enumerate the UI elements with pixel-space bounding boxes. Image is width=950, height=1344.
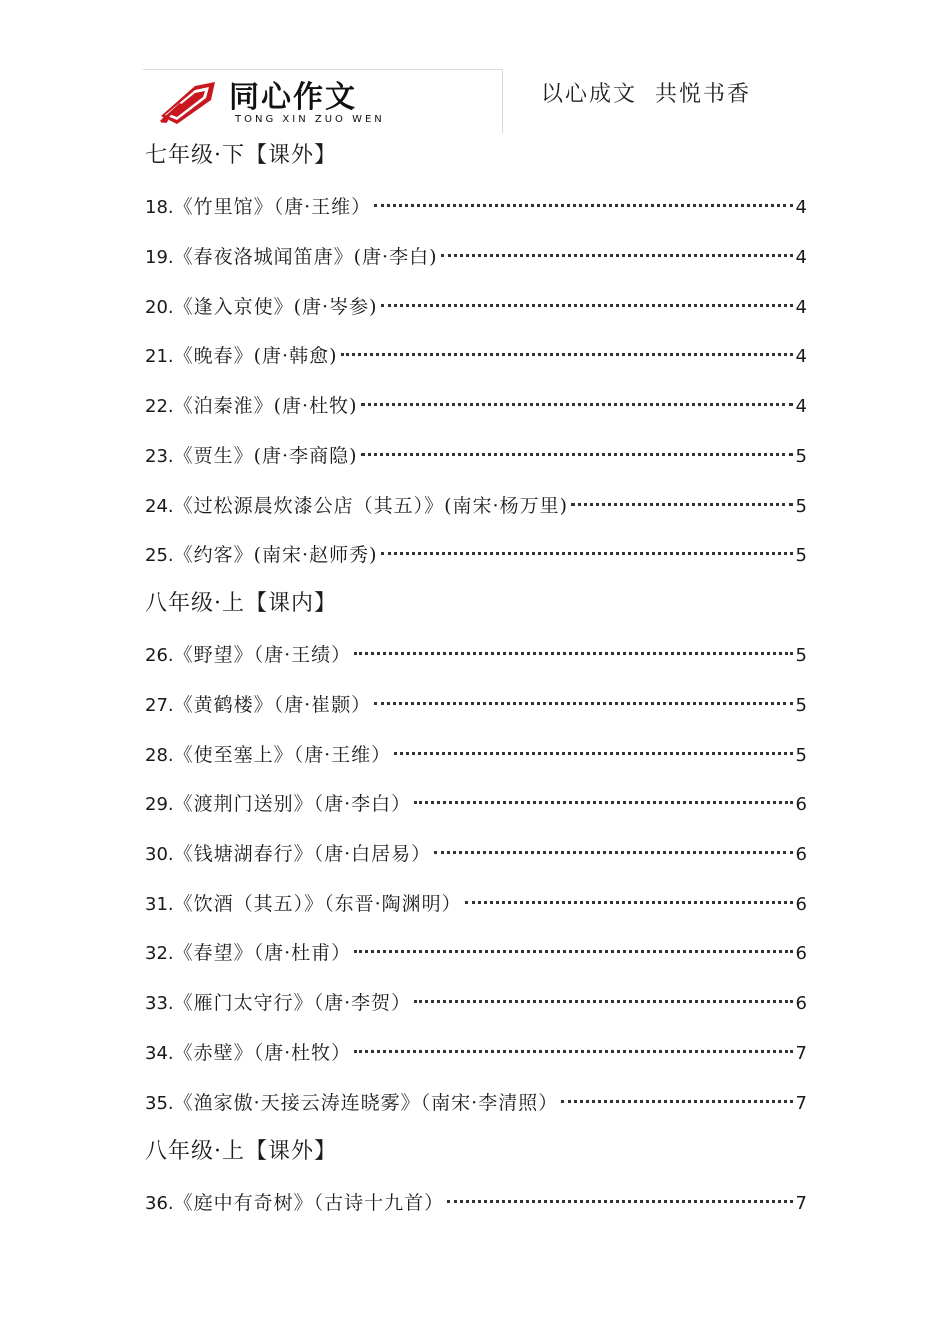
entry-page: 4: [795, 297, 807, 318]
entry-title: 《逢入京使》(唐·岑参): [173, 296, 378, 318]
entry-title: 《雁门太守行》（唐·李贺）: [173, 992, 412, 1014]
dot-leader: [381, 304, 793, 307]
entry-page: 5: [795, 695, 807, 716]
entry-page: 6: [795, 794, 807, 815]
logo-chinese-text: 同心作文: [229, 80, 357, 115]
entry-title: 《使至塞上》（唐·王维）: [173, 744, 392, 766]
dot-leader: [374, 702, 792, 705]
entry-number: 18.: [145, 197, 174, 218]
toc-entry[interactable]: [145, 242, 807, 272]
toc-entry[interactable]: [145, 491, 807, 521]
entry-title: 《贾生》(唐·李商隐): [173, 445, 358, 467]
entry-number: 21.: [145, 346, 174, 367]
entry-page: 5: [795, 745, 807, 766]
page-header: [143, 69, 793, 135]
entry-title: 《庭中有奇树》（古诗十九首）: [173, 1192, 445, 1214]
toc-entry[interactable]: [145, 1038, 807, 1068]
entry-number: 30.: [145, 844, 174, 865]
entry-title: 《泊秦淮》(唐·杜牧): [173, 395, 358, 417]
entry-page: 7: [795, 1093, 807, 1114]
toc-entry[interactable]: [145, 391, 807, 421]
entry-page: 7: [795, 1193, 807, 1214]
dot-leader: [374, 204, 792, 207]
entry-page: 6: [795, 993, 807, 1014]
entry-page: 7: [795, 1043, 807, 1064]
entry-title: 《过松源晨炊漆公店（其五）》(南宋·杨万里): [173, 495, 569, 517]
entry-number: 34.: [145, 1043, 174, 1064]
entry-number: 27.: [145, 695, 174, 716]
dot-leader: [571, 503, 793, 506]
toc-entry[interactable]: [145, 1188, 807, 1218]
dot-leader: [354, 652, 792, 655]
toc-entry[interactable]: [145, 1088, 807, 1118]
entry-title: 《竹里馆》（唐·王维）: [173, 196, 372, 218]
dot-leader: [414, 801, 792, 804]
entry-number: 29.: [145, 794, 174, 815]
entry-title: 《春夜洛城闻笛唐》(唐·李白): [173, 246, 438, 268]
entry-number: 22.: [145, 396, 174, 417]
entry-number: 36.: [145, 1193, 174, 1214]
section-heading: 八年级·上【课外】: [145, 1139, 337, 1164]
section-heading: 七年级·下【课外】: [145, 143, 337, 168]
dot-leader: [381, 552, 793, 555]
entry-page: 4: [795, 396, 807, 417]
entry-number: 33.: [145, 993, 174, 1014]
entry-title: 《野望》（唐·王绩）: [173, 644, 352, 666]
entry-title: 《赤壁》（唐·杜牧）: [173, 1042, 352, 1064]
entry-number: 26.: [145, 645, 174, 666]
entry-title: 《饮酒（其五）》（东晋·陶渊明）: [173, 893, 462, 915]
entry-title: 《渔家傲·天接云涛连晓雾》（南宋·李清照）: [173, 1092, 559, 1114]
dot-leader: [434, 851, 792, 854]
toc-entry[interactable]: [145, 192, 807, 222]
entry-number: 19.: [145, 247, 174, 268]
dot-leader: [394, 752, 792, 755]
entry-title: 《黄鹤楼》（唐·崔颢）: [173, 694, 372, 716]
dot-leader: [361, 403, 793, 406]
logo: [143, 69, 503, 133]
dot-leader: [361, 453, 793, 456]
entry-number: 20.: [145, 297, 174, 318]
dot-leader: [465, 901, 793, 904]
entry-page: 5: [795, 545, 807, 566]
entry-page: 6: [795, 894, 807, 915]
entry-title: 《钱塘湖春行》（唐·白居易）: [173, 843, 432, 865]
entry-page: 5: [795, 446, 807, 467]
dot-leader: [447, 1200, 792, 1203]
toc-entry[interactable]: [145, 341, 807, 371]
section-heading: 八年级·上【课内】: [145, 591, 337, 616]
toc-entry[interactable]: [145, 540, 807, 570]
fountain-pen-logo-icon: [155, 78, 225, 128]
entry-number: 28.: [145, 745, 174, 766]
entry-title: 《约客》(南宋·赵师秀): [173, 544, 378, 566]
toc-entry[interactable]: [145, 889, 807, 919]
entry-number: 35.: [145, 1093, 174, 1114]
toc-entry[interactable]: [145, 441, 807, 471]
dot-leader: [441, 254, 793, 257]
entry-page: 5: [795, 496, 807, 517]
dot-leader: [354, 950, 792, 953]
entry-number: 32.: [145, 943, 174, 964]
entry-number: 23.: [145, 446, 174, 467]
toc-entry[interactable]: [145, 292, 807, 322]
entry-page: 6: [795, 844, 807, 865]
logo-pinyin-text: TONG XIN ZUO WEN: [235, 114, 385, 125]
entry-number: 31.: [145, 894, 174, 915]
entry-page: 4: [795, 346, 807, 367]
toc-entry[interactable]: [145, 690, 807, 720]
entry-page: 4: [795, 197, 807, 218]
toc-entry[interactable]: [145, 839, 807, 869]
toc-entry[interactable]: [145, 938, 807, 968]
dot-leader: [414, 1000, 792, 1003]
entry-page: 6: [795, 943, 807, 964]
toc-entry[interactable]: [145, 988, 807, 1018]
entry-number: 25.: [145, 545, 174, 566]
dot-leader: [561, 1100, 792, 1103]
dot-leader: [341, 353, 793, 356]
toc-entry[interactable]: [145, 640, 807, 670]
toc-entry[interactable]: [145, 740, 807, 770]
entry-title: 《渡荆门送别》（唐·李白）: [173, 793, 412, 815]
entry-title: 《春望》（唐·杜甫）: [173, 942, 352, 964]
entry-number: 24.: [145, 496, 174, 517]
entry-page: 4: [795, 247, 807, 268]
entry-page: 5: [795, 645, 807, 666]
dot-leader: [354, 1050, 792, 1053]
toc-entry[interactable]: [145, 789, 807, 819]
entry-title: 《晚春》(唐·韩愈): [173, 345, 338, 367]
slogan: 以心成文 共悦书香: [541, 82, 751, 107]
